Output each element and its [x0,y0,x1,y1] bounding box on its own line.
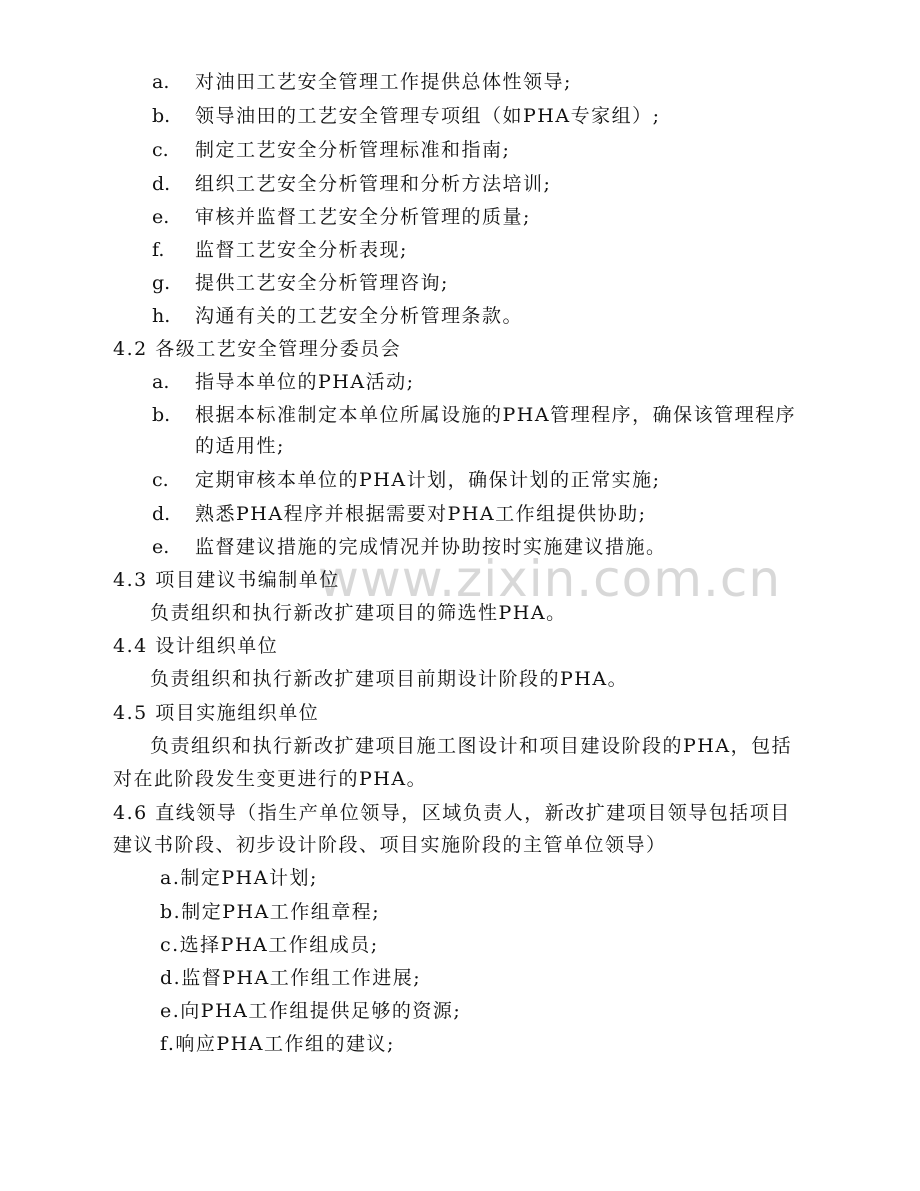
list-item: 熟悉PHA程序并根据需要对PHA工作组提供协助; [195,503,647,525]
list-item: 领导油田的工艺安全管理专项组（如PHA专家组）; [195,105,661,127]
list-item-marker: d. [152,503,171,525]
section-heading-continuation: 建议书阶段、初步设计阶段、项目实施阶段的主管单位领导） [113,834,667,856]
list-item: 对油田工艺安全管理工作提供总体性领导; [195,71,572,93]
list-item: e.向PHA工作组提供足够的资源; [160,1000,462,1022]
list-item-marker: c. [152,139,169,161]
list-item-marker: a. [152,371,170,393]
section-heading: 4.6 直线领导（指生产单位领导，区域负责人，新改扩建项目领导包括项目 [113,802,791,824]
paragraph: 负责组织和执行新改扩建项目的筛选性PHA。 [150,602,567,624]
list-item: 组织工艺安全分析管理和分析方法培训; [195,173,552,195]
section-heading: 4.4 设计组织单位 [113,635,279,657]
list-item-marker: a. [152,71,170,93]
list-item: 定期审核本单位的PHA计划，确保计划的正常实施; [195,469,661,491]
list-item: 制定工艺安全分析管理标准和指南; [195,139,511,161]
list-item: 根据本标准制定本单位所属设施的PHA管理程序，确保该管理程序 [195,404,797,426]
list-item: 监督建议措施的完成情况并协助按时实施建议措施。 [195,536,667,558]
list-item: d.监督PHA工作组工作进展; [160,967,422,989]
list-item: a.制定PHA计划; [160,867,318,889]
paragraph: 负责组织和执行新改扩建项目施工图设计和项目建设阶段的PHA，包括 [150,735,793,757]
list-item-marker: e. [152,536,170,558]
list-item: 提供工艺安全分析管理咨询; [195,272,449,294]
section-heading: 4.2 各级工艺安全管理分委员会 [113,338,402,360]
paragraph: 负责组织和执行新改扩建项目前期设计阶段的PHA。 [150,668,629,690]
list-item-marker: f. [152,239,165,261]
list-item: 审核并监督工艺安全分析管理的质量; [195,206,531,228]
list-item-marker: b. [152,404,171,426]
list-item-marker: c. [152,469,169,491]
list-item-marker: b. [152,105,171,127]
list-item: 监督工艺安全分析表现; [195,239,408,261]
paragraph-continuation: 对在此阶段发生变更进行的PHA。 [113,768,428,790]
list-item-marker: d. [152,173,171,195]
list-item-marker: e. [152,206,170,228]
section-heading: 4.3 项目建议书编制单位 [113,569,340,591]
list-item-marker: h. [152,305,171,327]
list-item: b.制定PHA工作组章程; [160,901,381,923]
list-item-continuation: 的适用性; [195,435,285,457]
section-heading: 4.5 项目实施组织单位 [113,702,320,724]
list-item: f.响应PHA工作组的建议; [160,1033,395,1055]
list-item: 指导本单位的PHA活动; [195,371,415,393]
list-item-marker: g. [152,272,171,294]
watermark: www.zixin.com.cn [318,550,782,608]
list-item: 沟通有关的工艺安全分析管理条款。 [195,305,524,327]
list-item: c.选择PHA工作组成员; [160,934,379,956]
